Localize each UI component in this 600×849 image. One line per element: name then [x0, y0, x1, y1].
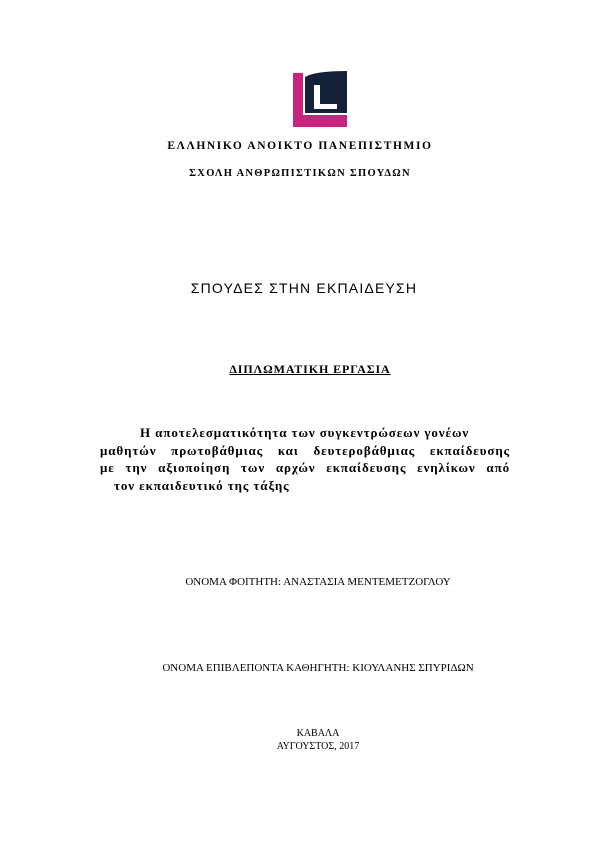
thesis-type-heading: ΔΙΠΛΩΜΑΤΙΚΗ ΕΡΓΑΣΙΑ — [229, 362, 391, 376]
student-name: ΟΝΟΜΑ ΦΟΙΤΗΤΗ: ΑΝΑΣΤΑΣΙΑ ΜΕΝΤΕΜΕΤΖΟΓΛΟΥ — [185, 576, 451, 588]
school-name: ΣΧΟΛΗ ΑΝΘΡΩΠΙΣΤΙΚΩΝ ΣΠΟΥΔΩΝ — [189, 168, 411, 179]
university-logo — [293, 71, 347, 127]
thesis-title-line: μαθητών πρωτοβάθμιας και δευτεροβάθμιας εκπαίδευσης — [100, 442, 510, 458]
university-name: ΕΛΛΗΝΙΚΟ ΑΝΟΙΚΤΟ ΠΑΝΕΠΙΣΤΗΜΙΟ — [167, 140, 433, 152]
program-name: ΣΠΟΥΔΕΣ ΣΤΗΝ ΕΚΠΑΙΔΕΥΣΗ — [190, 280, 418, 296]
supervisor-name: ΟΝΟΜΑ ΕΠΙΒΛΕΠΟΝΤΑ ΚΑΘΗΓΗΤΗ: ΚΙΟΥΛΑΝΗΣ ΣΠΥΡΙΔΩΝ — [162, 662, 474, 674]
thesis-title-line: με την αξιοποίηση των αρχών εκπαίδευσης ενηλίκων από — [100, 460, 510, 475]
thesis-title — [100, 424, 510, 494]
date: ΑΥΓΟΥΣΤΟΣ, 2017 — [276, 741, 360, 752]
thesis-title-line: τον εκπαιδευτικό της τάξης — [114, 477, 290, 493]
city: ΚΑΒΑΛΑ — [296, 728, 340, 739]
thesis-title-line: Η αποτελεσματικότητα των συγκεντρώσεων γονέων — [140, 425, 470, 440]
